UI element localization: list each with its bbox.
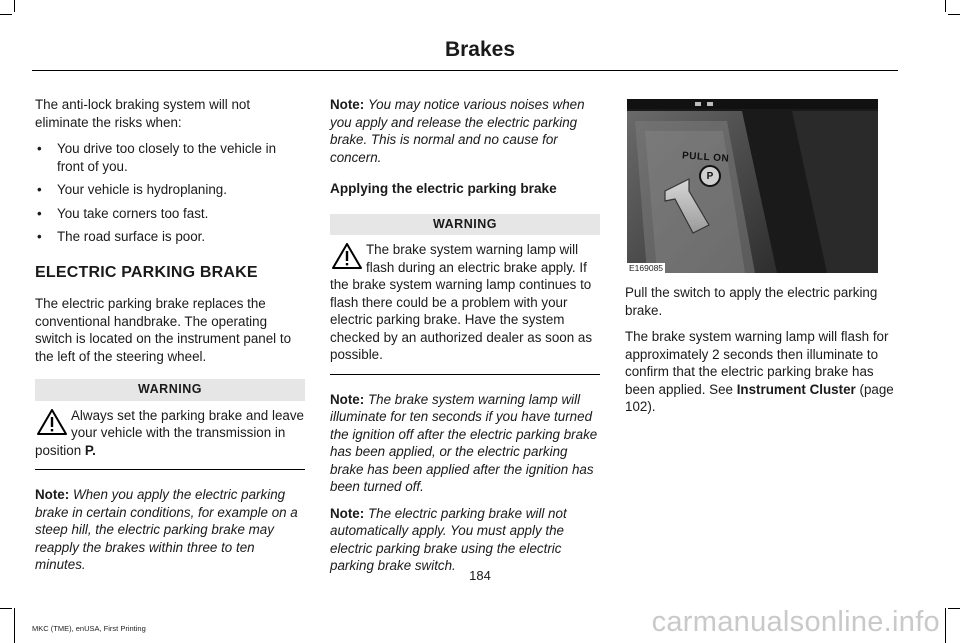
cross-reference-link[interactable]: Instrument Cluster (736, 381, 856, 397)
bullet-icon: • (37, 229, 42, 244)
note-label: Note: (35, 487, 70, 502)
parking-brake-switch-photo (627, 99, 878, 273)
image-code: E169085 (629, 263, 664, 273)
note (330, 391, 600, 496)
warning-heading: WARNING (35, 379, 305, 401)
apply-instruction: Pull the switch to apply the electric parking brake. (625, 285, 878, 318)
list-item (35, 140, 305, 175)
parking-symbol-letter: P (706, 170, 714, 182)
warning-triangle-icon (330, 241, 364, 271)
crop-mark (948, 608, 960, 609)
warning-text: Always set the parking brake and leave your vehicle with the transmission in position (35, 407, 304, 458)
crop-mark (945, 608, 946, 643)
note (330, 505, 600, 575)
list-item-text: Your vehicle is hydroplaning. (57, 182, 227, 197)
note-label: Note: (330, 97, 365, 112)
note-text: The brake system warning lamp will illuminate for ten seconds if you have turned the ignition off after the electric parking brake has been applied, or the electric parking brake has been applied after the ignition has been turned off. (330, 391, 598, 494)
column-right (625, 284, 897, 425)
note-text: The electric parking brake will not automatically apply. You must apply the electric parking brake using the electric parking brake switch. (330, 505, 567, 573)
page-reference: (page 102). (625, 381, 894, 414)
footer-text: MKC (TME), enUSA, First Printing (32, 624, 146, 633)
bullet-icon: • (37, 141, 42, 156)
column-middle (330, 96, 600, 584)
section-heading: ELECTRIC PARKING BRAKE (35, 263, 258, 281)
crop-mark (0, 14, 12, 15)
bullet-icon: • (37, 182, 42, 197)
page-title: Brakes (444, 38, 516, 61)
list-item (35, 228, 305, 246)
note (35, 486, 305, 574)
paragraph-text: The brake system warning lamp will flash for approximately 2 seconds then illuminate to confirm that the electric parking brake has been applied. See (625, 329, 889, 397)
list-item (35, 205, 305, 223)
note-text: When you apply the electric parking brake in certain conditions, for example on a steep hill, the electric parking brake may reapply the brakes within three to ten minutes. (35, 487, 298, 572)
crop-mark (0, 608, 12, 609)
crop-mark (14, 608, 15, 643)
warning-heading: WARNING (330, 214, 600, 236)
abs-risk-list (35, 140, 305, 246)
section-body: The electric parking brake replaces the conventional handbrake. The operating switch is located on the instrument panel to the left of the steering wheel. (35, 296, 292, 364)
abs-intro: The anti-lock braking system will not eliminate the risks when: (35, 97, 251, 130)
warning-triangle-icon (35, 407, 69, 437)
header-rule (32, 70, 898, 71)
watermark: carmanualsonline.info (651, 606, 940, 638)
note (330, 96, 600, 166)
column-left (35, 96, 305, 583)
list-item-text: You drive too closely to the vehicle in front of you. (57, 141, 277, 174)
list-item (35, 181, 305, 199)
note-text: You may notice various noises when you apply and release the electric parking brake. This is normal and no cause for concern. (330, 97, 585, 165)
pull-on-label: PULL ON (681, 150, 730, 165)
warning-rule (35, 469, 305, 470)
warning-body (35, 407, 305, 460)
note-label: Note: (330, 391, 365, 407)
bullet-icon: • (37, 205, 42, 221)
crop-mark (945, 0, 946, 12)
warning-lamp-paragraph (625, 328, 897, 416)
page-number: 184 (469, 568, 491, 583)
crop-mark (14, 0, 15, 12)
arrow-up-icon (657, 177, 717, 247)
note-label: Note: (330, 505, 365, 521)
warning-rule (330, 374, 600, 375)
crop-mark (948, 14, 960, 15)
warning-text: The brake system warning lamp will flash during an electric brake apply. If the brake system warning lamp continues to flash there could be a problem with your electric parking brake. Have the system checked by an authorized dealer as soon as possible. (330, 242, 593, 362)
warning-body (330, 241, 600, 364)
warning-box (330, 214, 600, 375)
warning-box (35, 379, 305, 470)
list-item-text: You take corners too fast. (57, 205, 209, 221)
subheading: Applying the electric parking brake (330, 181, 557, 196)
list-item-text: The road surface is poor. (57, 229, 206, 244)
warning-position-letter: P. (84, 442, 96, 458)
